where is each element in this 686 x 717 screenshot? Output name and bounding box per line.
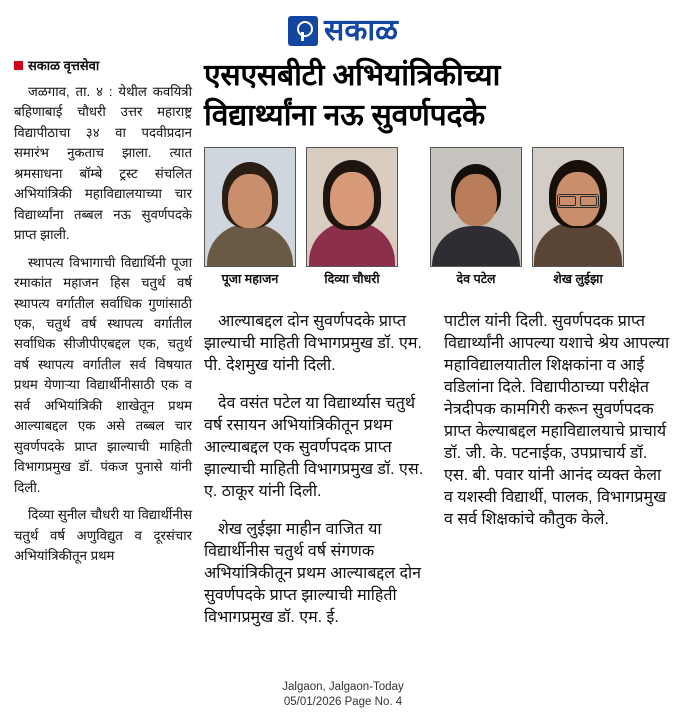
portrait-photo <box>306 147 398 267</box>
portrait-photo <box>430 147 522 267</box>
photo-spacer <box>408 147 420 287</box>
photo-item <box>204 147 296 287</box>
footer-date-page: 05/01/2026 Page No. 4 <box>283 696 403 709</box>
paragraph: देव वसंत पटेल या विद्यार्थ्यास चतुर्थ वर्ष रसायन अभियांत्रिकीतून प्रथम आल्याबद्दल एक सुवर्णपदक प्राप्त झाल्याची माहिती विभागप्रमुख डॉ. एस. ए. ठाकूर यांनी दिली. <box>204 395 424 501</box>
column-right-block <box>204 56 672 643</box>
glasses-icon <box>557 194 599 208</box>
headline-line-2: विद्यार्थ्यांना नऊ सुवर्णपदके <box>204 98 486 132</box>
photo-caption: दिव्या चौधरी <box>324 272 380 287</box>
article-body <box>0 56 686 643</box>
sakal-logo-icon <box>288 16 318 46</box>
column-middle <box>204 293 432 643</box>
paragraph: जळगाव, ता. ४ : येथील कवयित्री बहिणाबाई चौधरी उत्तर महाराष्ट्र विद्यापीठाचा ३४ वा पदवीप्रदान समारंभ नुकताच झाला. त्यात श्रमसाधना बॉम्बे ट्रस्ट संचलित अभियांत्रिकी महाविद्यालयाच्या चार विद्यार्थ्यांना तब्बल नऊ सुवर्णपदके प्राप्त झाली. <box>14 84 192 243</box>
masthead <box>0 0 686 56</box>
photo-item <box>306 147 398 287</box>
lower-columns <box>204 293 672 643</box>
paragraph: पाटील यांनी दिली. सुवर्णपदक प्राप्त विद्यार्थ्यांनी आपल्या यशाचे श्रेय आपल्या महाविद्यालयातील शिक्षकांना व आई वडिलांना दिले. विद्यापीठाच्या परीक्षेत नेत्रदीपक कामगिरी करून सुवर्णपदक प्राप्त केल्याबद्दल महाविद्यालयाचे प्राचार्य डॉ. जी. के. पटनाईक, उपप्राचार्य डॉ. एस. बी. पवार यांनी आनंद व्यक्त केला व यशस्वी विद्यार्थी, पालक, विभागप्रमुख व सर्व शिक्षकांचे कौतुक केले. <box>444 313 670 529</box>
photo-item <box>532 147 624 287</box>
portrait-photo <box>532 147 624 267</box>
photo-item <box>430 147 522 287</box>
publication-name: सकाळ <box>324 14 398 47</box>
portrait-photo <box>204 147 296 267</box>
page-title <box>204 56 672 135</box>
paragraph: स्थापत्य विभागाची विद्यार्थिनी पूजा रमाकांत महाजन हिस चतुर्थ वर्ष स्थापत्य वर्गातील सर्वाधिक गुणांसाठी एक, चतुर्थ वर्ष स्थापत्य वर्गातील सर्वाधिक सीजीपीएबद्दल एक, चतुर्थ वर्ष स्थापत्य वर्गातील सर्व विषयात प्रथम येणाऱ्या विद्यार्थीनीसाठी एक व सर्व अभियांत्रिकी शाखेतून प्रथम आल्याबद्दल एक असे तब्बल चार सुवर्णपदके प्राप्त झाल्याची माहिती विभागप्रमुख डॉ. पंकज पुनासे यांनी दिली. <box>14 254 192 495</box>
column-left <box>14 56 192 643</box>
photo-caption: पूजा महाजन <box>221 272 279 287</box>
photo-strip <box>204 147 672 287</box>
paragraph: दिव्या सुनील चौधरी या विद्यार्थीनीस चतुर्थ वर्ष अणुविद्युत व दूरसंचार अभियांत्रिकीतून प्रथम <box>14 507 192 563</box>
headline-line-1: एसएसबीटी अभियांत्रिकीच्या <box>204 59 501 92</box>
page-footer <box>0 680 686 711</box>
red-square-bullet-icon <box>14 61 23 70</box>
photo-caption: देव पटेल <box>456 272 496 287</box>
column-right <box>444 293 672 643</box>
paragraph: आल्याबद्दल दोन सुवर्णपदके प्राप्त झाल्याची माहिती विभागप्रमुख डॉ. एम. पी. देशमुख यांनी दिली. <box>204 313 422 375</box>
footer-location: Jalgaon, Jalgaon-Today <box>282 680 404 693</box>
paragraph: शेख लुईझा माहीन वाजित या विद्यार्थीनीस चतुर्थ वर्ष संगणक अभियांत्रिकीतून प्रथम आल्याबद्दल दोन सुवर्णपदके प्राप्त झाल्याची माहिती विभागप्रमुख डॉ. एम. ई. <box>204 521 422 627</box>
photo-caption: शेख लुईझा <box>553 272 603 287</box>
publication-logo <box>288 16 398 46</box>
byline <box>14 56 192 74</box>
byline-text: सकाळ वृत्तसेवा <box>28 58 100 73</box>
